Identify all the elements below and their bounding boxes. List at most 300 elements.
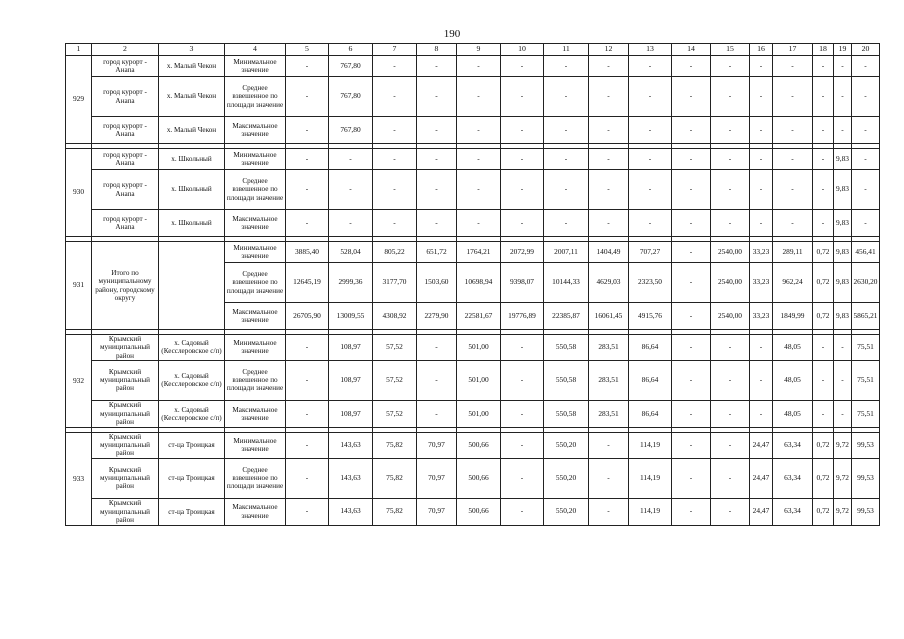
value-cell: - <box>773 149 813 170</box>
settlement-name: х. Садовый (Кесслеровское с/п) <box>159 400 225 427</box>
record-id: 933 <box>66 432 92 525</box>
value-cell: 114,19 <box>629 458 672 498</box>
value-cell: 24,47 <box>750 432 773 458</box>
value-cell: - <box>773 170 813 210</box>
value-cell: - <box>501 335 544 361</box>
value-cell: 108,97 <box>329 400 373 427</box>
value-cell: 0,72 <box>813 458 834 498</box>
value-cell: - <box>672 303 711 330</box>
settlement-name: х. Малый Чекон <box>159 56 225 77</box>
table-row <box>66 458 880 498</box>
value-cell: 13009,55 <box>329 303 373 330</box>
municipality-name: Крымский муниципальный район <box>92 335 159 361</box>
value-cell: 456,41 <box>852 242 880 263</box>
statistic-type: Минимальное значение <box>225 432 286 458</box>
column-header: 3 <box>159 44 225 56</box>
value-cell: 24,47 <box>750 498 773 525</box>
value-cell: 1764,21 <box>457 242 501 263</box>
value-cell: - <box>417 117 457 144</box>
table-row <box>66 242 880 263</box>
value-cell: - <box>672 432 711 458</box>
column-header: 13 <box>629 44 672 56</box>
municipality-name: город курорт - Анапа <box>92 149 159 170</box>
value-cell: 767,80 <box>329 117 373 144</box>
value-cell: 0,72 <box>813 263 834 303</box>
municipality-name: Итого по муниципальному району, городскому округу <box>92 242 159 330</box>
value-cell: 48,05 <box>773 335 813 361</box>
header-row <box>66 44 880 56</box>
column-header: 16 <box>750 44 773 56</box>
value-cell: 2007,11 <box>544 242 589 263</box>
value-cell: 9,83 <box>834 303 852 330</box>
value-cell: 5865,21 <box>852 303 880 330</box>
value-cell: 75,82 <box>373 458 417 498</box>
value-cell: 143,63 <box>329 432 373 458</box>
value-cell: - <box>629 77 672 117</box>
table-row <box>66 117 880 144</box>
value-cell: - <box>286 117 329 144</box>
value-cell: - <box>329 210 373 237</box>
value-cell: - <box>501 117 544 144</box>
value-cell: - <box>544 56 589 77</box>
value-cell: - <box>773 117 813 144</box>
table-body <box>66 56 880 526</box>
value-cell: 4308,92 <box>373 303 417 330</box>
value-cell: - <box>373 117 417 144</box>
value-cell: - <box>373 170 417 210</box>
value-cell: 651,72 <box>417 242 457 263</box>
column-header: 7 <box>373 44 417 56</box>
municipality-name: город курорт - Анапа <box>92 170 159 210</box>
value-cell: - <box>501 400 544 427</box>
value-cell: - <box>589 458 629 498</box>
value-cell: - <box>417 335 457 361</box>
value-cell: 528,04 <box>329 242 373 263</box>
value-cell: - <box>629 210 672 237</box>
municipality-name: Крымский муниципальный район <box>92 432 159 458</box>
value-cell: 10144,33 <box>544 263 589 303</box>
value-cell: 9398,07 <box>501 263 544 303</box>
value-cell: - <box>672 170 711 210</box>
value-cell: - <box>417 170 457 210</box>
value-cell: - <box>589 149 629 170</box>
municipality-name: Крымский муниципальный район <box>92 400 159 427</box>
value-cell: 86,64 <box>629 335 672 361</box>
value-cell: - <box>417 149 457 170</box>
value-cell: 501,00 <box>457 360 501 400</box>
value-cell: - <box>589 210 629 237</box>
settlement-name: х. Садовый (Кесслеровское с/п) <box>159 335 225 361</box>
value-cell: - <box>672 335 711 361</box>
value-cell: 767,80 <box>329 56 373 77</box>
value-cell: - <box>286 400 329 427</box>
value-cell: 63,34 <box>773 432 813 458</box>
value-cell: 70,97 <box>417 432 457 458</box>
value-cell: 33,23 <box>750 303 773 330</box>
value-cell: - <box>286 498 329 525</box>
record-id: 931 <box>66 242 92 330</box>
value-cell: 0,72 <box>813 432 834 458</box>
value-cell: - <box>286 210 329 237</box>
value-cell: 3177,70 <box>373 263 417 303</box>
value-cell: - <box>834 77 852 117</box>
value-cell: - <box>813 56 834 77</box>
column-header: 2 <box>92 44 159 56</box>
statistic-type: Максимальное значение <box>225 210 286 237</box>
value-cell: 2540,00 <box>711 242 750 263</box>
value-cell: - <box>711 335 750 361</box>
value-cell: - <box>501 77 544 117</box>
value-cell: 1404,49 <box>589 242 629 263</box>
value-cell: - <box>834 117 852 144</box>
value-cell: - <box>373 149 417 170</box>
value-cell: - <box>417 400 457 427</box>
value-cell: - <box>457 170 501 210</box>
value-cell: 75,51 <box>852 360 880 400</box>
value-cell: - <box>589 117 629 144</box>
value-cell: - <box>813 170 834 210</box>
value-cell: 0,72 <box>813 242 834 263</box>
value-cell: - <box>544 210 589 237</box>
value-cell: - <box>457 117 501 144</box>
value-cell: - <box>750 210 773 237</box>
column-header: 1 <box>66 44 92 56</box>
value-cell: 99,53 <box>852 432 880 458</box>
value-cell: 501,00 <box>457 400 501 427</box>
municipality-name: город курорт - Анапа <box>92 210 159 237</box>
statistic-type: Среднее взвешенное по площади значение <box>225 77 286 117</box>
settlement-name: ст-ца Троицкая <box>159 498 225 525</box>
value-cell: - <box>672 117 711 144</box>
value-cell: - <box>286 56 329 77</box>
value-cell: - <box>813 149 834 170</box>
value-cell: - <box>852 149 880 170</box>
value-cell: 550,58 <box>544 400 589 427</box>
value-cell: 143,63 <box>329 458 373 498</box>
column-header: 9 <box>457 44 501 56</box>
value-cell: - <box>852 77 880 117</box>
value-cell: 767,80 <box>329 77 373 117</box>
value-cell: - <box>544 170 589 210</box>
value-cell: - <box>834 56 852 77</box>
municipality-name: Крымский муниципальный район <box>92 458 159 498</box>
column-header: 12 <box>589 44 629 56</box>
column-header: 17 <box>773 44 813 56</box>
value-cell: 2323,50 <box>629 263 672 303</box>
value-cell: - <box>711 360 750 400</box>
value-cell: - <box>813 117 834 144</box>
value-cell: 9,83 <box>834 210 852 237</box>
value-cell: 2279,90 <box>417 303 457 330</box>
value-cell: 1503,60 <box>417 263 457 303</box>
record-id: 932 <box>66 335 92 428</box>
column-header: 8 <box>417 44 457 56</box>
value-cell: - <box>672 400 711 427</box>
value-cell: - <box>672 210 711 237</box>
value-cell: - <box>501 56 544 77</box>
value-cell: 57,52 <box>373 360 417 400</box>
settlement-name: х. Садовый (Кесслеровское с/п) <box>159 360 225 400</box>
value-cell: - <box>672 498 711 525</box>
statistic-type: Максимальное значение <box>225 498 286 525</box>
statistic-type: Максимальное значение <box>225 400 286 427</box>
value-cell: - <box>286 77 329 117</box>
column-header: 10 <box>501 44 544 56</box>
value-cell: - <box>373 210 417 237</box>
value-cell: - <box>501 498 544 525</box>
value-cell: - <box>773 210 813 237</box>
value-cell: - <box>501 458 544 498</box>
value-cell: - <box>286 432 329 458</box>
value-cell: 283,51 <box>589 335 629 361</box>
value-cell: - <box>329 149 373 170</box>
municipality-name: Крымский муниципальный район <box>92 360 159 400</box>
value-cell: - <box>589 170 629 210</box>
value-cell: - <box>711 56 750 77</box>
value-cell: 0,72 <box>813 498 834 525</box>
value-cell: - <box>813 77 834 117</box>
value-cell: - <box>286 458 329 498</box>
settlement-name: х. Малый Чекон <box>159 77 225 117</box>
value-cell: - <box>672 458 711 498</box>
statistic-type: Среднее взвешенное по площади значение <box>225 170 286 210</box>
value-cell: 4629,03 <box>589 263 629 303</box>
value-cell: 75,51 <box>852 400 880 427</box>
page-number: 190 <box>443 28 461 40</box>
value-cell: 9,83 <box>834 149 852 170</box>
value-cell: 75,82 <box>373 498 417 525</box>
value-cell: 9,83 <box>834 263 852 303</box>
value-cell: 10698,94 <box>457 263 501 303</box>
statistic-type: Максимальное значение <box>225 117 286 144</box>
value-cell: 9,72 <box>834 458 852 498</box>
table-row <box>66 360 880 400</box>
value-cell: - <box>417 56 457 77</box>
value-cell: 108,97 <box>329 360 373 400</box>
value-cell: - <box>834 335 852 361</box>
value-cell: - <box>501 210 544 237</box>
value-cell: - <box>501 170 544 210</box>
column-header: 15 <box>711 44 750 56</box>
settlement-name <box>159 242 225 330</box>
settlement-name: ст-ца Троицкая <box>159 458 225 498</box>
value-cell: 114,19 <box>629 498 672 525</box>
value-cell: - <box>544 117 589 144</box>
table-row <box>66 400 880 427</box>
municipality-name: город курорт - Анапа <box>92 117 159 144</box>
value-cell: - <box>834 400 852 427</box>
value-cell: 9,83 <box>834 170 852 210</box>
value-cell: - <box>501 149 544 170</box>
value-cell: - <box>852 170 880 210</box>
value-cell: 805,22 <box>373 242 417 263</box>
municipality-name: город курорт - Анапа <box>92 77 159 117</box>
value-cell: 108,97 <box>329 335 373 361</box>
value-cell: 501,00 <box>457 335 501 361</box>
value-cell: - <box>750 117 773 144</box>
statistic-type: Минимальное значение <box>225 56 286 77</box>
value-cell: - <box>417 77 457 117</box>
value-cell: - <box>813 335 834 361</box>
value-cell: 33,23 <box>750 263 773 303</box>
value-cell: - <box>750 335 773 361</box>
value-cell: - <box>750 149 773 170</box>
value-cell: - <box>852 117 880 144</box>
value-cell: - <box>711 117 750 144</box>
value-cell: - <box>417 210 457 237</box>
value-cell: 75,82 <box>373 432 417 458</box>
table-row <box>66 170 880 210</box>
value-cell: 283,51 <box>589 400 629 427</box>
value-cell: - <box>457 77 501 117</box>
value-cell: - <box>457 56 501 77</box>
value-cell: - <box>417 360 457 400</box>
value-cell: 114,19 <box>629 432 672 458</box>
value-cell: 550,20 <box>544 458 589 498</box>
value-cell: - <box>329 170 373 210</box>
value-cell: - <box>750 400 773 427</box>
column-header: 20 <box>852 44 880 56</box>
statistic-type: Среднее взвешенное по площади значение <box>225 360 286 400</box>
value-cell: 9,72 <box>834 498 852 525</box>
record-id: 930 <box>66 149 92 237</box>
value-cell: 75,51 <box>852 335 880 361</box>
value-cell: - <box>773 56 813 77</box>
value-cell: 1849,99 <box>773 303 813 330</box>
value-cell: 86,64 <box>629 400 672 427</box>
value-cell: - <box>501 360 544 400</box>
column-header: 4 <box>225 44 286 56</box>
value-cell: - <box>672 77 711 117</box>
column-header: 5 <box>286 44 329 56</box>
value-cell: 22385,87 <box>544 303 589 330</box>
column-header: 19 <box>834 44 852 56</box>
value-cell: 57,52 <box>373 335 417 361</box>
value-cell: 2540,00 <box>711 303 750 330</box>
value-cell: 63,34 <box>773 458 813 498</box>
value-cell: - <box>629 149 672 170</box>
settlement-name: х. Школьный <box>159 210 225 237</box>
table-row <box>66 77 880 117</box>
value-cell: - <box>286 335 329 361</box>
value-cell: 22581,67 <box>457 303 501 330</box>
value-cell: - <box>672 242 711 263</box>
value-cell: - <box>750 170 773 210</box>
value-cell: - <box>711 498 750 525</box>
value-cell: 2630,20 <box>852 263 880 303</box>
value-cell: - <box>589 77 629 117</box>
value-cell: - <box>672 149 711 170</box>
value-cell: 48,05 <box>773 360 813 400</box>
value-cell: - <box>852 56 880 77</box>
column-header: 14 <box>672 44 711 56</box>
statistic-type: Среднее взвешенное по площади значение <box>225 263 286 303</box>
table-row <box>66 210 880 237</box>
municipality-name: Крымский муниципальный район <box>92 498 159 525</box>
value-cell: - <box>813 400 834 427</box>
value-cell: 2540,00 <box>711 263 750 303</box>
value-cell: 962,24 <box>773 263 813 303</box>
statistic-type: Среднее взвешенное по площади значение <box>225 458 286 498</box>
value-cell: - <box>629 117 672 144</box>
statistic-type: Максимальное значение <box>225 303 286 330</box>
value-cell: - <box>457 210 501 237</box>
value-cell: 500,66 <box>457 498 501 525</box>
value-cell: - <box>711 400 750 427</box>
statistic-type: Минимальное значение <box>225 335 286 361</box>
value-cell: 63,34 <box>773 498 813 525</box>
value-cell: - <box>773 77 813 117</box>
value-cell: - <box>711 77 750 117</box>
value-cell: - <box>711 149 750 170</box>
value-cell: - <box>672 56 711 77</box>
column-header: 18 <box>813 44 834 56</box>
value-cell: - <box>589 498 629 525</box>
value-cell: - <box>813 360 834 400</box>
municipality-name: город курорт - Анапа <box>92 56 159 77</box>
value-cell: - <box>672 263 711 303</box>
value-cell: 99,53 <box>852 458 880 498</box>
value-cell: 9,72 <box>834 432 852 458</box>
value-cell: 283,51 <box>589 360 629 400</box>
value-cell: 24,47 <box>750 458 773 498</box>
value-cell: - <box>544 77 589 117</box>
value-cell: - <box>711 458 750 498</box>
value-cell: - <box>672 360 711 400</box>
statistic-type: Минимальное значение <box>225 149 286 170</box>
value-cell: - <box>711 210 750 237</box>
settlement-name: х. Школьный <box>159 170 225 210</box>
value-cell: - <box>286 170 329 210</box>
table-row <box>66 149 880 170</box>
value-cell: - <box>629 170 672 210</box>
value-cell: - <box>813 210 834 237</box>
value-cell: - <box>544 149 589 170</box>
value-cell: 0,72 <box>813 303 834 330</box>
settlement-name: х. Школьный <box>159 149 225 170</box>
value-cell: 707,27 <box>629 242 672 263</box>
value-cell: 289,11 <box>773 242 813 263</box>
value-cell: 2999,36 <box>329 263 373 303</box>
value-cell: 12645,19 <box>286 263 329 303</box>
value-cell: 3885,40 <box>286 242 329 263</box>
value-cell: - <box>750 56 773 77</box>
value-cell: - <box>589 432 629 458</box>
value-cell: - <box>589 56 629 77</box>
value-cell: - <box>373 77 417 117</box>
value-cell: 33,23 <box>750 242 773 263</box>
value-cell: 48,05 <box>773 400 813 427</box>
value-cell: 99,53 <box>852 498 880 525</box>
value-cell: 550,20 <box>544 498 589 525</box>
value-cell: 550,58 <box>544 360 589 400</box>
value-cell: 26705,90 <box>286 303 329 330</box>
value-cell: 70,97 <box>417 498 457 525</box>
value-cell: 500,66 <box>457 432 501 458</box>
value-cell: 550,20 <box>544 432 589 458</box>
value-cell: 500,66 <box>457 458 501 498</box>
value-cell: - <box>711 432 750 458</box>
value-cell: - <box>711 170 750 210</box>
value-cell: 70,97 <box>417 458 457 498</box>
value-cell: - <box>373 56 417 77</box>
table-row <box>66 56 880 77</box>
value-cell: - <box>457 149 501 170</box>
value-cell: - <box>852 210 880 237</box>
value-cell: 16061,45 <box>589 303 629 330</box>
value-cell: - <box>501 432 544 458</box>
statistic-type: Минимальное значение <box>225 242 286 263</box>
